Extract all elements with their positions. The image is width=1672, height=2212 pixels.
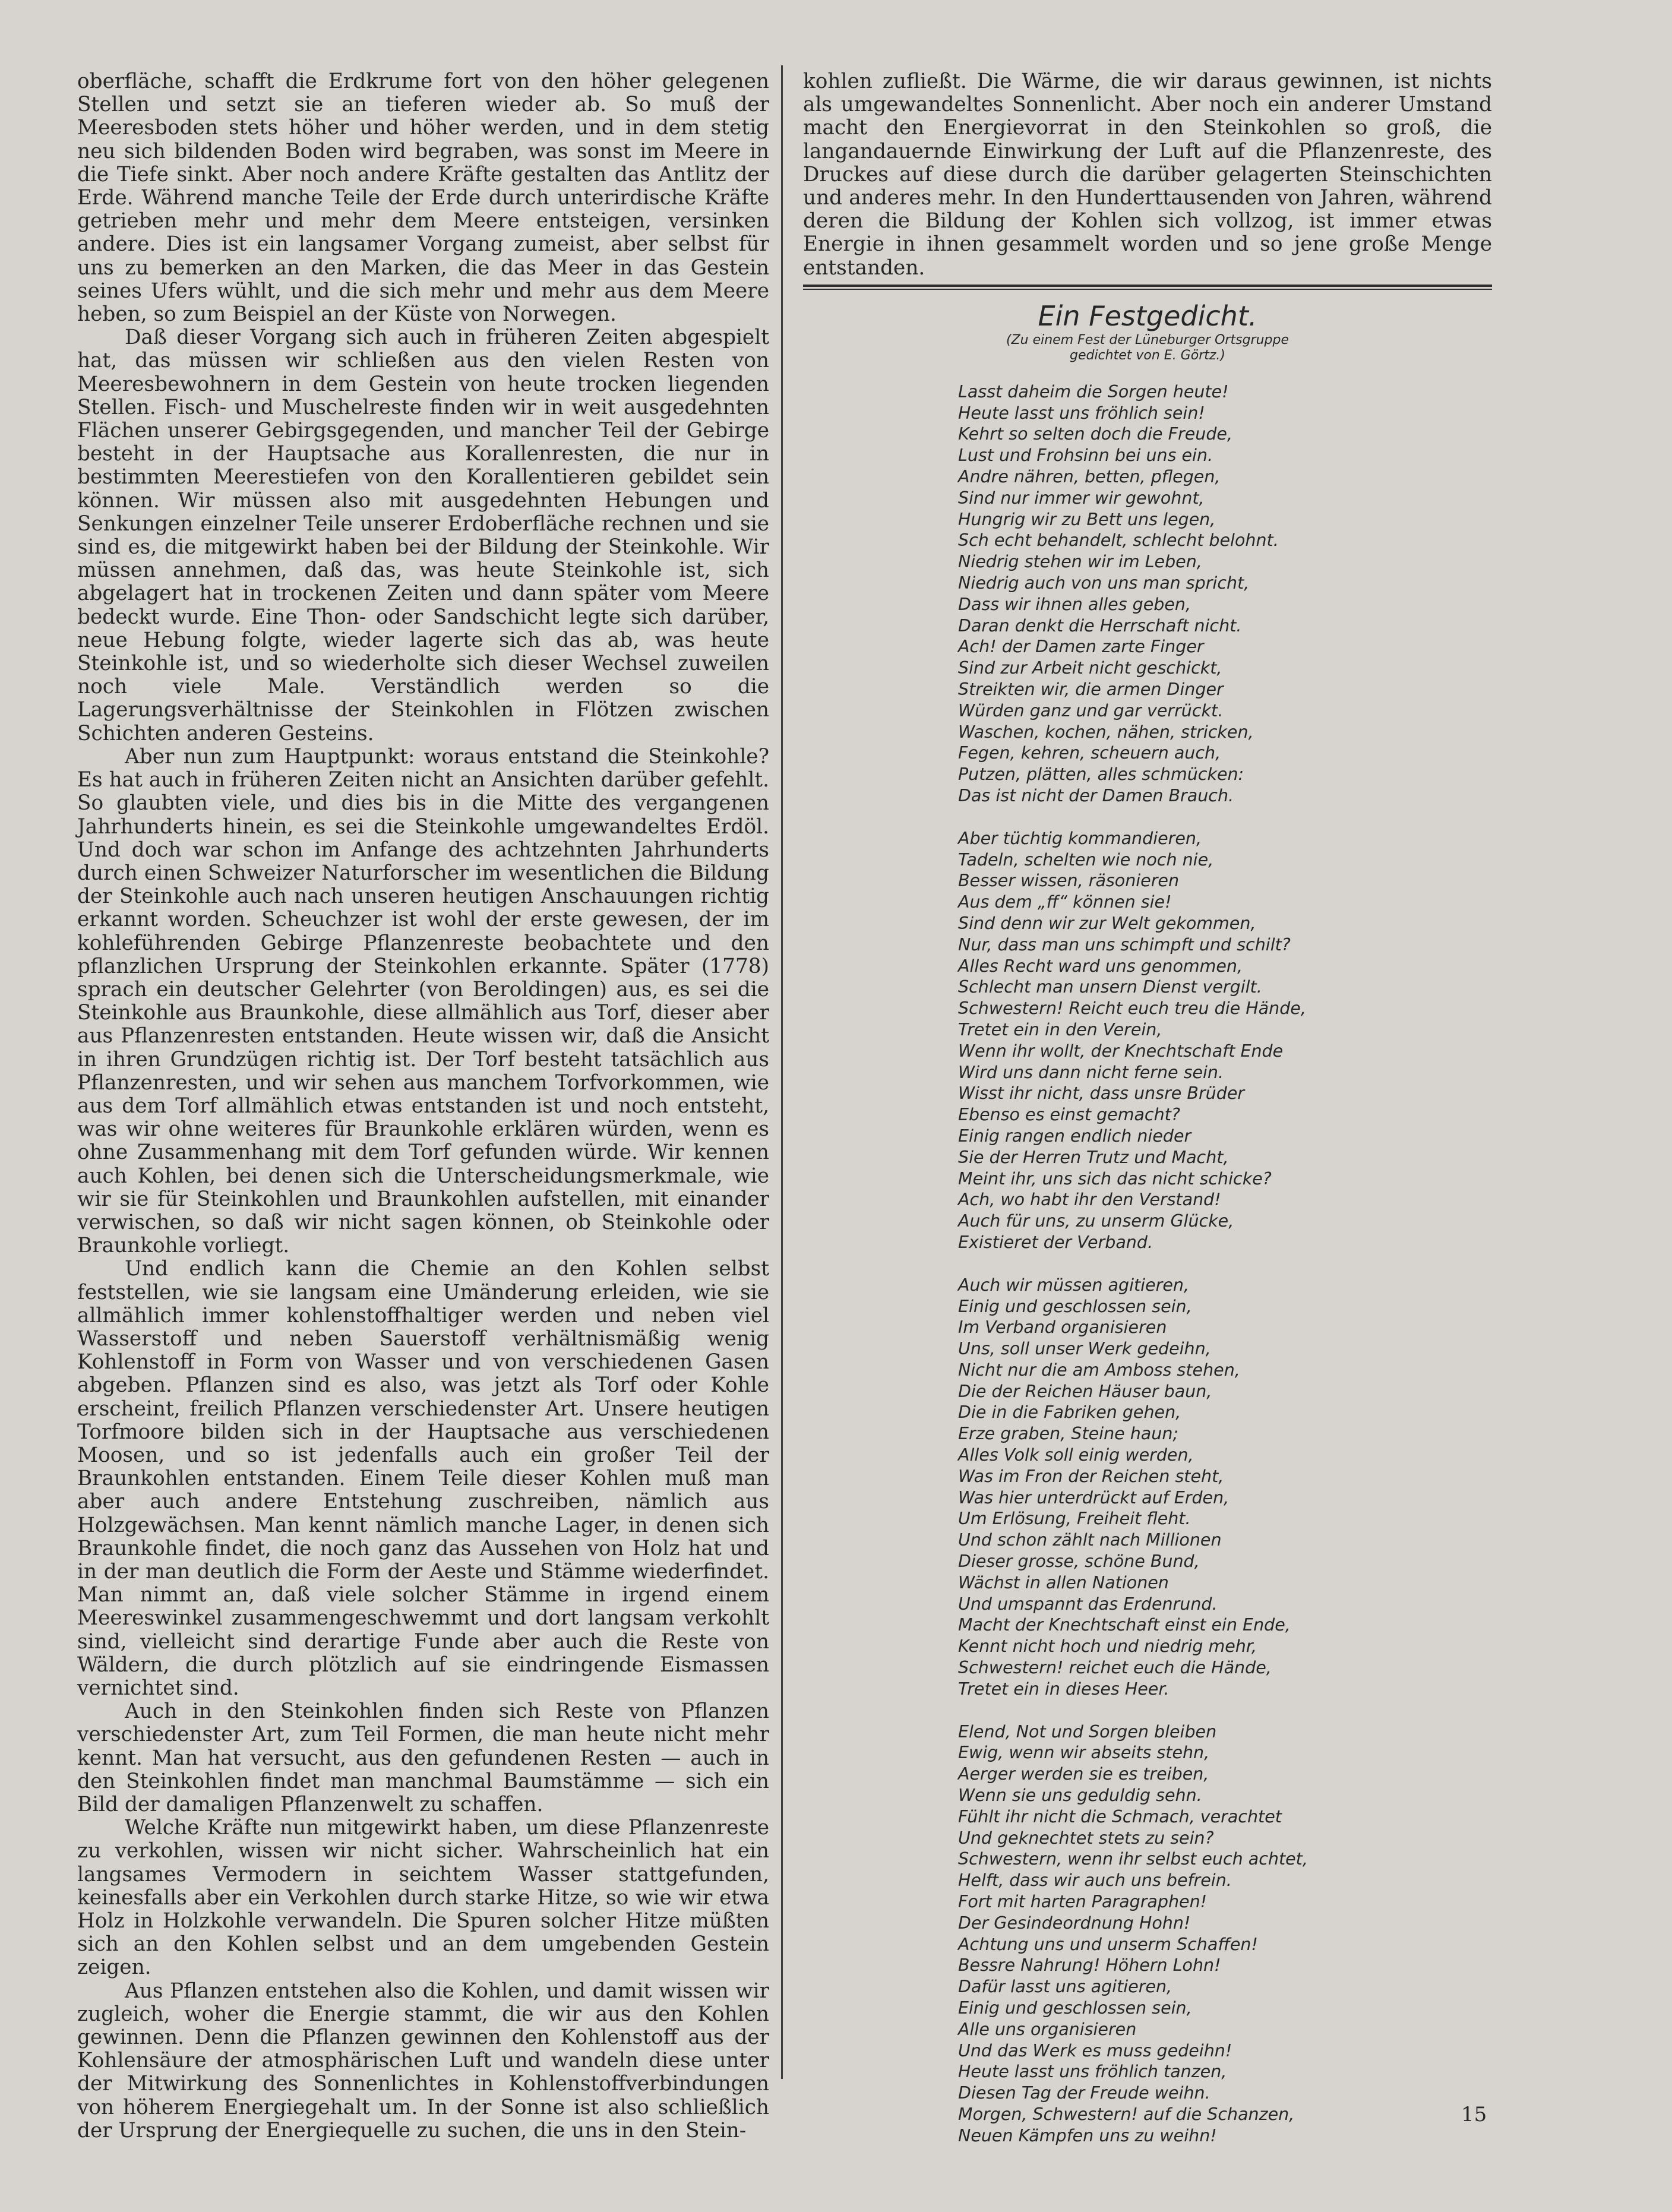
- poem-body: [958, 381, 1492, 2147]
- poem-line: Was hier unterdrückt auf Erden,: [958, 1487, 1229, 1508]
- poem-line: Schwestern, wenn ihr selbst euch achtet,: [958, 1849, 1308, 1869]
- article-paragraph: oberfläche, schafft die Erdkrume fort von den höher gelegenen Stellen und setzt sie an tieferen wieder ab. So muß der Meeresboden stets höher und höher werden, und in dem stetig neu sich bildenden Boden wird begraben, was sonst im Meere in die Tiefe sinkt. Aber noch andere Kräfte gestalten das Antlitz der Erde. Während manche Teile der Erde durch unterirdische Kräfte getrieben mehr und mehr dem Meere entsteigen, versinken andere. Dies ist ein langsamer Vorgang zumeist, aber selbst für uns zu bemerken an den Marken, die das Meer in das Gestein seines Ufers wühlt, und die sich mehr und mehr aus dem Meere heben, so zum Beispiel an der Küste von Norwegen.: [77, 69, 769, 327]
- poem-line: Andre nähren, betten, pflegen,: [958, 467, 1221, 487]
- page-number: 15: [1461, 2103, 1487, 2126]
- poem-line: Dieser grosse, schöne Bund,: [958, 1551, 1200, 1572]
- poem-line: Neuen Kämpfen uns zu weihn!: [958, 2125, 1217, 2145]
- poem-line: Sie der Herren Trutz und Macht,: [958, 1147, 1229, 1167]
- poem-line: Wächst in allen Nationen: [958, 1572, 1169, 1592]
- poem-line: Und umspannt das Erdenrund.: [958, 1594, 1218, 1614]
- poem-line: Was im Fron der Reichen steht,: [958, 1466, 1224, 1486]
- poem-line: Alles Volk soll einig werden,: [958, 1445, 1194, 1465]
- poem-line: Alles Recht ward uns genommen,: [958, 956, 1243, 976]
- article-paragraph: Auch in den Steinkohlen finden sich Reste von Pflanzen verschiedenster Art, zum Teil Formen, die man heute nicht mehr kennt. Man hat versucht, aus den gefundenen Resten — auch in den Steinkohlen findet man manchmal Baumstämme — sich ein Bild der damaligen Pflanzenwelt zu schaffen.: [77, 1699, 769, 1817]
- article-paragraph: Welche Kräfte nun mitgewirkt haben, um diese Pflanzenreste zu verkohlen, wissen wir nicht sicher. Wahrscheinlich hat ein langsames Vermodern in seichtem Wasser stattgefunden, keinesfalls aber ein Verkohlen durch starke Hitze, so wie wir etwa Holz in Holzkohle verwandeln. Die Spuren solcher Hitze müßten sich an den Kohlen selbst und an dem umgebenden Gestein zeigen.: [77, 1816, 769, 1980]
- poem-line: Alle uns organisieren: [958, 2019, 1137, 2039]
- article-paragraph: Aber nun zum Hauptpunkt: woraus entstand die Steinkohle? Es hat auch in früheren Zeiten nicht an Ansichten darüber gefehlt. So glaubten viele, und dies bis in die Mitte des vergangenen Jahrhunderts hinein, es sei die Steinkohle umgewandeltes Erdöl. Und doch war schon im Anfange des achtzehnten Jahrhunderts durch einen Schweizer Naturforscher im wesentlichen die Bildung der Steinkohle auch nach unseren heutigen Anschauungen richtig erkannt worden. Scheuchzer ist wohl der erste gewesen, der im kohleführenden Gebirge Pflanzenreste beobachtete und den pflanzlichen Ursprung der Steinkohlen erkannte. Später (1778) sprach ein deutscher Gelehrter (von Beroldingen) aus, es sei die Steinkohle aus Braunkohle, diese allmählich aus Torf, dieser aber aus Pflanzenresten entstanden. Heute wissen wir, daß die Ansicht in ihren Grundzügen richtig ist. Der Torf besteht tatsächlich aus Pflanzenresten, und wir sehen aus manchem Torfvorkommen, wie aus dem Torf allmählich etwas entstanden ist und noch entsteht, was wir ohne weiteres für Braunkohle erklären würden, wenn es ohne Zusammenhang mit dem Torf gefunden würde. Wir kennen auch Kohlen, bei denen sich die Unterscheidungsmerkmale, wie wir sie für Steinkohlen und Braunkohlen aufstellen, mit einander verwischen, so daß wir nicht sagen können, ob Steinkohle oder Braunkohle vorliegt.: [77, 744, 769, 1258]
- left-article-column: [77, 70, 769, 2143]
- poem-line: Bessre Nahrung! Höhern Lohn!: [958, 1955, 1221, 1976]
- poem-line: Und geknechtet stets zu sein?: [958, 1828, 1214, 1848]
- poem-line: Besser wissen, räsonieren: [958, 871, 1180, 891]
- article-continuation: kohlen zufließt. Die Wärme, die wir daraus gewinnen, ist nichts als umgewandeltes Sonnenlicht. Aber noch ein anderer Umstand macht den Energievorrat in den Steinkohlen so groß, die langandauernde Einwirkung der Luft auf die Pflanzenreste, des Druckes auf diese durch die darüber gelagerten Steinschichten und anderes mehr. In den Hunderttausenden von Jahren, während deren die Bildung der Kohlen sich vollzog, ist immer etwas Energie in ihnen gesammelt worden und so jene große Menge entstanden.: [803, 69, 1492, 280]
- poem-line: Wird uns dann nicht ferne sein.: [958, 1062, 1224, 1082]
- poem-line: Im Verband organisieren: [958, 1317, 1167, 1338]
- poem-line: Tretet ein in dieses Heer.: [958, 1679, 1170, 1699]
- poem-line: Aerger werden sie es treiben,: [958, 1764, 1209, 1784]
- poem-line: Hungrig wir zu Bett uns legen,: [958, 509, 1216, 529]
- poem-line: Meint ihr, uns sich das nicht schicke?: [958, 1168, 1272, 1189]
- poem-line: Schwestern! reichet euch die Hände,: [958, 1658, 1272, 1678]
- poem-line: Sind zur Arbeit nicht geschickt,: [958, 658, 1222, 678]
- poem-line: Kehrt so selten doch die Freude,: [958, 424, 1233, 444]
- section-divider: [803, 285, 1492, 290]
- poem-line: Dafür lasst uns agitieren,: [958, 1977, 1172, 1997]
- poem-line: Auch für uns, zu unserm Glücke,: [958, 1211, 1234, 1231]
- poem-line: Fort mit harten Paragraphen!: [958, 1892, 1208, 1912]
- poem-line: Niedrig stehen wir im Leben,: [958, 552, 1202, 572]
- poem-line: Das ist nicht der Damen Brauch.: [958, 785, 1234, 805]
- poem-line: Sind denn wir zur Welt gekommen,: [958, 913, 1256, 933]
- poem-line: Daran denkt die Herrschaft nicht.: [958, 615, 1242, 636]
- poem-line: Elend, Not und Sorgen bleiben: [958, 1721, 1217, 1742]
- poem-line: Um Erlösung, Freiheit fleht.: [958, 1509, 1191, 1529]
- article-paragraph: Und endlich kann die Chemie an den Kohlen selbst feststellen, wie sie langsam eine Umänderung erleiden, wie sie allmählich immer kohlenstoffhaltiger werden und neben viel Wasserstoff und neben Sauerstoff verhältnismäßig wenig Kohlenstoff in Form von Wasser und von verschiedenen Gasen abgeben. Pflanzen sind es also, was jetzt als Torf oder Kohle erscheint, freilich Pflanzen verschiedenster Art. Unsere heutigen Torfmoore bilden sich in der Hauptsache aus verschiedenen Moosen, und so ist jedenfalls auch ein großer Teil der Braunkohlen entstanden. Einem Teile dieser Kohlen muß man aber auch andere Entstehung zuschreiben, nämlich aus Holzgewächsen. Man kennt nämlich manche Lager, in denen sich Braunkohle findet, die noch ganz das Aussehen von Holz hat und in der man deutlich die Form der Aeste und Stämme wiederfindet. Man nimmt an, daß viele solcher Stämme in irgend einem Meereswinkel zusammengeschwemmt und dort langsam verkohlt sind, vielleicht sind derartige Funde aber auch die Reste von Wäldern, die durch plötzlich auf sie eindringende Eismassen vernichtet sind.: [77, 1257, 769, 1701]
- poem-line: Uns, soll unser Werk gedeihn,: [958, 1339, 1211, 1359]
- poem-line: Und schon zählt nach Millionen: [958, 1530, 1222, 1550]
- poem-line: Schlecht man unsern Dienst vergilt.: [958, 977, 1262, 997]
- poem-line: Fühlt ihr nicht die Schmach, verachtet: [958, 1806, 1282, 1827]
- poem-line: Waschen, kochen, nähen, stricken,: [958, 722, 1254, 742]
- poem-title: Ein Festgedicht.: [1038, 299, 1257, 332]
- poem-line: Niedrig auch von uns man spricht,: [958, 573, 1250, 593]
- poem-line: Lust und Frohsinn bei uns ein.: [958, 445, 1213, 466]
- poem-line: Der Gesindeordnung Hohn!: [958, 1913, 1191, 1933]
- poem-subtitle-line: (Zu einem Fest der Lüneburger Ortsgruppe: [1006, 332, 1289, 347]
- poem-line: Sch echt behandelt, schlecht belohnt.: [958, 530, 1279, 551]
- poem-line: Und das Werk es muss gedeihn!: [958, 2040, 1232, 2061]
- poem-line: Aber tüchtig kommandieren,: [958, 828, 1202, 848]
- poem-line: Ebenso es einst gemacht?: [958, 1105, 1180, 1125]
- poem-line: Helft, dass wir auch uns befrein.: [958, 1870, 1232, 1891]
- poem-line: Ach! der Damen zarte Finger: [958, 637, 1204, 657]
- poem-line: Heute lasst uns fröhlich tanzen,: [958, 2062, 1227, 2082]
- poem-line: Fegen, kehren, scheuern auch,: [958, 743, 1221, 763]
- poem-line: Aus dem „ff“ können sie!: [958, 892, 1172, 912]
- poem-line: Diesen Tag der Freude weihn.: [958, 2083, 1210, 2103]
- poem-line: Nicht nur die am Amboss stehen,: [958, 1360, 1240, 1380]
- column-divider: [781, 65, 783, 2079]
- poem-line: Streikten wir, die armen Dinger: [958, 679, 1224, 699]
- poem-line: Auch wir müssen agitieren,: [958, 1275, 1190, 1295]
- poem-line: Kennt nicht hoch und niedrig mehr,: [958, 1636, 1257, 1657]
- poem-line: Schwestern! Reicht euch treu die Hände,: [958, 998, 1306, 1019]
- poem-line: Dass wir ihnen alles geben,: [958, 594, 1191, 614]
- poem-line: Wisst ihr nicht, dass unsre Brüder: [958, 1083, 1245, 1104]
- poem-line: Wenn ihr wollt, der Knechtschaft Ende: [958, 1041, 1284, 1061]
- poem-line: Achtung uns und unserm Schaffen!: [958, 1934, 1258, 1954]
- poem-line: Putzen, plätten, alles schmücken:: [958, 764, 1244, 785]
- poem-line: Existieret der Verband.: [958, 1232, 1153, 1252]
- article-paragraph: Daß dieser Vorgang sich auch in früheren Zeiten abgespielt hat, das müssen wir schließen aus den vielen Resten von Meeresbewohnern in dem Gestein von heute trocken liegenden Stellen. Fisch- und Muschelreste finden wir in weit ausgedehnten Flächen unserer Gebirgsgegenden, und mancher Teil der Gebirge besteht in der Hauptsache aus Korallenresten, die nur in bestimmten Meerestiefen von den Korallentieren gebildet sein können. Wir müssen also mit ausgedehnten Hebungen und Senkungen einzelner Teile unserer Erdoberfläche rechnen und sie sind es, die mitgewirkt haben bei der Bildung der Steinkohle. Wir müssen annehmen, daß das, was heute Steinkohle ist, sich abgelagert hat in trockenen Zeiten und dann später vom Meere bedeckt wurde. Eine Thon- oder Sandschicht legte sich darüber, neue Hebung folgte, wieder lagerte sich das ab, was heute Steinkohle ist, und so wiederholte sich dieser Wechsel zuweilen noch viele Male. Verständlich werden so die Lagerungsverhältnisse der Steinkohlen in Flötzen zwischen Schichten anderen Gesteins.: [77, 326, 769, 745]
- poem-line: Ach, wo habt ihr den Verstand!: [958, 1190, 1221, 1210]
- poem-line: Tadeln, schelten wie noch nie,: [958, 849, 1214, 870]
- right-column: [803, 70, 1492, 2168]
- poem-line: Die in die Fabriken gehen,: [958, 1402, 1181, 1423]
- poem-line: Einig rangen endlich nieder: [958, 1126, 1191, 1146]
- poem-line: Nur, dass man uns schimpft und schilt?: [958, 934, 1291, 955]
- poem-line: Morgen, Schwestern! auf die Schanzen,: [958, 2104, 1295, 2124]
- poem-line: Einig und geschlossen sein,: [958, 1998, 1192, 2018]
- poem-line: Die der Reichen Häuser baun,: [958, 1381, 1212, 1401]
- poem-line: Macht der Knechtschaft einst ein Ende,: [958, 1615, 1291, 1635]
- poem-stanza: [958, 381, 1492, 807]
- poem-line: Einig und geschlossen sein,: [958, 1296, 1192, 1316]
- poem-stanza: [958, 1275, 1492, 1700]
- poem-subtitle-line: gedichtet von E. Görtz.): [1069, 347, 1225, 363]
- poem-line: Lasst daheim die Sorgen heute!: [958, 381, 1229, 402]
- poem-stanza: [958, 1721, 1492, 2147]
- poem-stanza: [958, 828, 1492, 1253]
- poem-line: Ewig, wenn wir abseits stehn,: [958, 1743, 1210, 1763]
- poem-line: Erze graben, Steine haun;: [958, 1424, 1178, 1444]
- poem-line: Heute lasst uns fröhlich sein!: [958, 403, 1205, 423]
- poem-line: Wenn sie uns geduldig sehn.: [958, 1786, 1202, 1806]
- poem-line: Würden ganz und gar verrückt.: [958, 700, 1224, 721]
- poem-line: Sind nur immer wir gewohnt,: [958, 488, 1205, 508]
- article-paragraph: Aus Pflanzen entstehen also die Kohlen, und damit wissen wir zugleich, woher die Energie stammt, die wir aus den Kohlen gewinnen. Denn die Pflanzen gewinnen den Kohlenstoff aus der Kohlensäure der atmosphärischen Luft und wandeln diese unter der Mitwirkung des Sonnenlichtes in Kohlenstoffverbindungen von höherem Energiegehalt um. In der Sonne ist also schließlich der Ursprung der Energiequelle zu suchen, die uns in den Stein-: [77, 1979, 769, 2143]
- poem-line: Tretet ein in den Verein,: [958, 1019, 1162, 1039]
